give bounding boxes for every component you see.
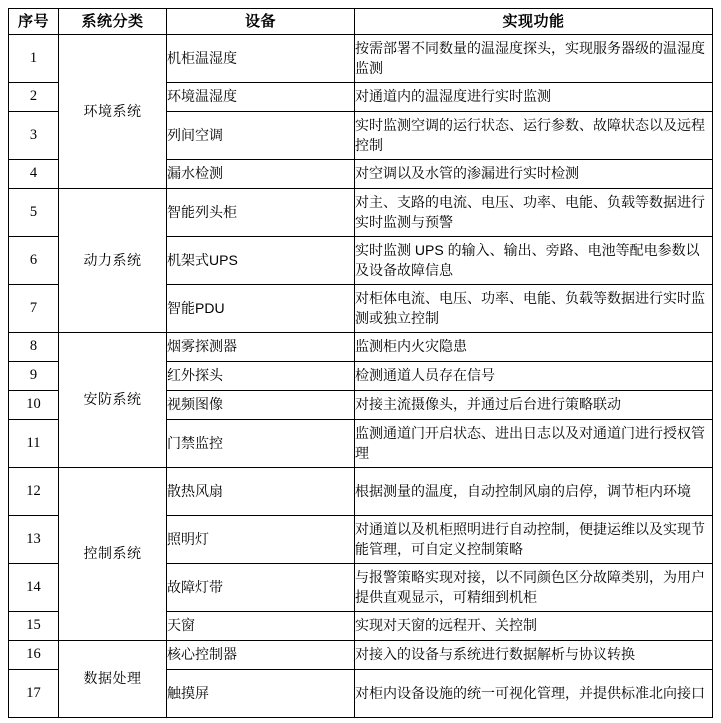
- table-body: [9, 35, 713, 718]
- cell-device: 机架式UPS: [167, 237, 355, 285]
- cell-device: 机柜温湿度: [167, 35, 355, 83]
- cell-index: 16: [9, 641, 59, 670]
- cell-device: 触摸屏: [167, 670, 355, 718]
- column-header-index: 序号: [9, 9, 59, 35]
- cell-device: 智能PDU: [167, 285, 355, 333]
- cell-function: 监测柜内火灾隐患: [355, 333, 713, 362]
- table-row: [9, 641, 713, 670]
- cell-index: 15: [9, 612, 59, 641]
- cell-category: 控制系统: [59, 468, 167, 641]
- column-header-function: 实现功能: [355, 9, 713, 35]
- cell-index: 10: [9, 391, 59, 420]
- cell-index: 12: [9, 468, 59, 516]
- cell-function: 对柜体电流、电压、功率、电能、负载等数据进行实时监测或独立控制: [355, 285, 713, 333]
- cell-device: 环境温湿度: [167, 83, 355, 112]
- cell-device: 照明灯: [167, 516, 355, 564]
- cell-device: 天窗: [167, 612, 355, 641]
- cell-index: 6: [9, 237, 59, 285]
- cell-index: 13: [9, 516, 59, 564]
- cell-function: 对主、支路的电流、电压、功率、电能、负载等数据进行实时监测与预警: [355, 189, 713, 237]
- cell-index: 4: [9, 160, 59, 189]
- cell-index: 5: [9, 189, 59, 237]
- cell-function: 对柜内设备设施的统一可视化管理，并提供标准北向接口: [355, 670, 713, 718]
- cell-function: 对通道以及机柜照明进行自动控制，便捷运维以及实现节能管理，可自定义控制策略: [355, 516, 713, 564]
- cell-function: 对空调以及水管的渗漏进行实时检测: [355, 160, 713, 189]
- cell-index: 1: [9, 35, 59, 83]
- cell-device: 核心控制器: [167, 641, 355, 670]
- cell-device: 漏水检测: [167, 160, 355, 189]
- cell-category: 动力系统: [59, 189, 167, 333]
- cell-device: 视频图像: [167, 391, 355, 420]
- cell-function: 对通道内的温湿度进行实时监测: [355, 83, 713, 112]
- column-header-device: 设备: [167, 9, 355, 35]
- cell-function: 根据测量的温度，自动控制风扇的启停，调节柜内环境: [355, 468, 713, 516]
- cell-index: 14: [9, 564, 59, 612]
- table-row: [9, 189, 713, 237]
- cell-category: 安防系统: [59, 333, 167, 468]
- cell-device: 散热风扇: [167, 468, 355, 516]
- cell-function: 监测通道门开启状态、进出日志以及对通道门进行授权管理: [355, 420, 713, 468]
- table-row: [9, 35, 713, 83]
- cell-function: 实时监测 UPS 的输入、输出、旁路、电池等配电参数以及设备故障信息: [355, 237, 713, 285]
- cell-device: 门禁监控: [167, 420, 355, 468]
- cell-function: 实现对天窗的远程开、关控制: [355, 612, 713, 641]
- cell-function: 对接入的设备与系统进行数据解析与协议转换: [355, 641, 713, 670]
- column-header-category: 系统分类: [59, 9, 167, 35]
- cell-index: 8: [9, 333, 59, 362]
- spec-table-container: [8, 8, 712, 718]
- cell-index: 3: [9, 112, 59, 160]
- table-row: [9, 333, 713, 362]
- cell-function: 与报警策略实现对接，以不同颜色区分故障类别，为用户提供直观显示，可精细到机柜: [355, 564, 713, 612]
- system-function-table: [8, 8, 713, 718]
- cell-index: 17: [9, 670, 59, 718]
- table-header-row: [9, 9, 713, 35]
- cell-device: 烟雾探测器: [167, 333, 355, 362]
- table-row: [9, 468, 713, 516]
- cell-device: 故障灯带: [167, 564, 355, 612]
- cell-index: 9: [9, 362, 59, 391]
- cell-function: 按需部署不同数量的温湿度探头，实现服务器级的温湿度监测: [355, 35, 713, 83]
- cell-index: 11: [9, 420, 59, 468]
- cell-device: 列间空调: [167, 112, 355, 160]
- cell-function: 检测通道人员存在信号: [355, 362, 713, 391]
- cell-device: 红外探头: [167, 362, 355, 391]
- cell-index: 7: [9, 285, 59, 333]
- cell-category: 环境系统: [59, 35, 167, 189]
- cell-device: 智能列头柜: [167, 189, 355, 237]
- cell-function: 实时监测空调的运行状态、运行参数、故障状态以及远程控制: [355, 112, 713, 160]
- cell-category: 数据处理: [59, 641, 167, 718]
- cell-function: 对接主流摄像头，并通过后台进行策略联动: [355, 391, 713, 420]
- cell-index: 2: [9, 83, 59, 112]
